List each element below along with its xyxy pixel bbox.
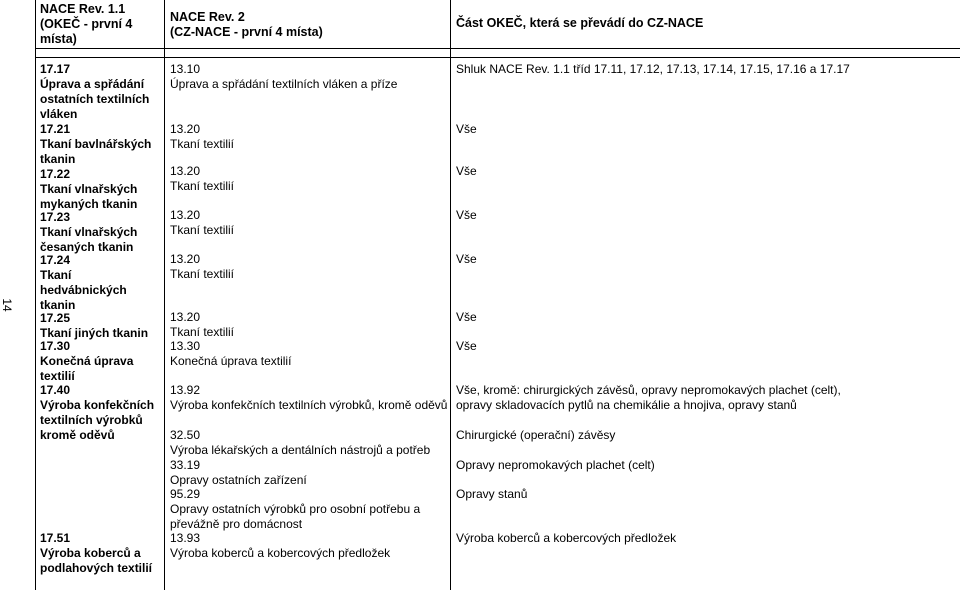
col1-code: 17.25 (40, 311, 71, 325)
col2-label: Opravy ostatních výrobků pro osobní potřebu a převážně pro domácnost (170, 502, 421, 531)
col2-code: 13.20 (170, 208, 201, 222)
header-col2-line2: (CZ-NACE - první 4 místa) (170, 25, 323, 39)
col2-entry (170, 383, 452, 413)
col3-entry: Výroba koberců a kobercových předložek (456, 531, 677, 545)
col2-code: 13.30 (170, 339, 201, 353)
col2-entry (170, 458, 452, 488)
col1-label: Konečná úprava textilií (40, 354, 134, 383)
header-rule (35, 48, 960, 49)
col2-code: 95.29 (170, 487, 201, 501)
col1-code: 17.30 (40, 339, 71, 353)
col3-entry: Opravy stanů (456, 487, 528, 501)
col2-entry (170, 208, 452, 238)
col1-label: Tkaní vlnařských mykaných tkanin (40, 182, 138, 211)
col3-entry: Vše (456, 310, 477, 324)
col2-entry (170, 531, 452, 561)
col2-label: Tkaní textilií (170, 325, 235, 339)
col2-code: 13.92 (170, 383, 201, 397)
col2-entry (170, 164, 452, 194)
col2-label: Úprava a spřádání textilních vláken a příze (170, 77, 398, 91)
col2-code: 13.20 (170, 122, 201, 136)
col2-code: 32.50 (170, 428, 201, 442)
col2-code: 13.10 (170, 62, 201, 76)
col1-code: 17.40 (40, 383, 71, 397)
col1-label: Výroba konfekčních textilních výrobků kromě oděvů (40, 398, 155, 442)
col2-entry (170, 339, 452, 369)
col1-entry-17-25 (40, 311, 160, 341)
col1-label: Tkaní vlnařských česaných tkanin (40, 225, 138, 254)
col1-entry-17-17 (40, 62, 160, 122)
col2-label: Tkaní textilií (170, 223, 235, 237)
col1-entry-17-30 (40, 339, 160, 384)
col2-entry (170, 122, 452, 152)
col2-code: 13.93 (170, 531, 201, 545)
col3-entry: Vše (456, 122, 477, 136)
col1-entry-17-23 (40, 210, 160, 255)
col3-entry: Vše (456, 208, 477, 222)
col2-code: 13.20 (170, 164, 201, 178)
col1-code: 17.23 (40, 210, 71, 224)
col1-label: Tkaní hedvábnických tkanin (40, 268, 127, 312)
col1-entry-17-21 (40, 122, 160, 167)
col3-entry: Opravy nepromokavých plachet (celt) (456, 458, 655, 472)
col2-label: Výroba koberců a kobercových předložek (170, 546, 391, 560)
col2-label: Tkaní textilií (170, 267, 235, 281)
header-col2-line1: NACE Rev. 2 (170, 10, 245, 24)
col1-label: Úprava a spřádání ostatních textilních vláken (40, 77, 150, 121)
col2-code: 33.19 (170, 458, 201, 472)
header-rule-2 (35, 57, 960, 58)
col1-label: Tkaní bavlnářských tkanin (40, 137, 152, 166)
col2-entry (170, 62, 452, 92)
col2-label: Výroba konfekčních textilních výrobků, kromě oděvů (170, 398, 448, 412)
col1-code: 17.24 (40, 253, 71, 267)
col2-label: Tkaní textilií (170, 179, 235, 193)
col1-entry-17-51 (40, 531, 160, 576)
header-col3: Část OKEČ, která se převádí do CZ-NACE (456, 16, 704, 30)
col1-entry-17-22 (40, 167, 160, 212)
col2-entry (170, 252, 452, 282)
col1-code: 17.21 (40, 122, 71, 136)
col2-entry (170, 428, 452, 458)
col1-code: 17.51 (40, 531, 71, 545)
col1-entry-17-24 (40, 253, 160, 313)
col2-label: Opravy ostatních zařízení (170, 473, 307, 487)
col1-label: Výroba koberců a podlahových textilií (40, 546, 153, 575)
col3-entry: Vše, kromě: chirurgických závěsů, opravy nepromokavých plachet (celt), opravy skladovacích pytlů na chemikálie a hnojiva, opravy stanů (456, 383, 841, 412)
col3-entry: Chirurgické (operační) závěsy (456, 428, 616, 442)
col2-label: Výroba lékařských a dentálních nástrojů a potřeb (170, 443, 431, 457)
col1-code: 17.17 (40, 62, 71, 76)
col2-entry (170, 310, 452, 340)
col3-entry: Vše (456, 252, 477, 266)
col2-label: Tkaní textilií (170, 137, 235, 151)
col2-code: 13.20 (170, 310, 201, 324)
col1-label: Tkaní jiných tkanin (40, 326, 149, 340)
col1-code: 17.22 (40, 167, 71, 181)
header-col1: NACE Rev. 1.1 (OKEČ - první 4 místa) (40, 2, 133, 46)
col3-entry: Vše (456, 164, 477, 178)
column-divider-1 (164, 0, 165, 590)
col3-entry: Vše (456, 339, 477, 353)
col2-entry (170, 487, 452, 532)
table-left-border (35, 0, 36, 590)
col2-label: Konečná úprava textilií (170, 354, 292, 368)
header-col2 (170, 10, 440, 40)
col1-entry-17-40 (40, 383, 160, 443)
col2-code: 13.20 (170, 252, 201, 266)
col3-entry: Shluk NACE Rev. 1.1 tříd 17.11, 17.12, 17.13, 17.14, 17.15, 17.16 a 17.17 (456, 62, 850, 76)
page-number: 14 (0, 298, 14, 312)
